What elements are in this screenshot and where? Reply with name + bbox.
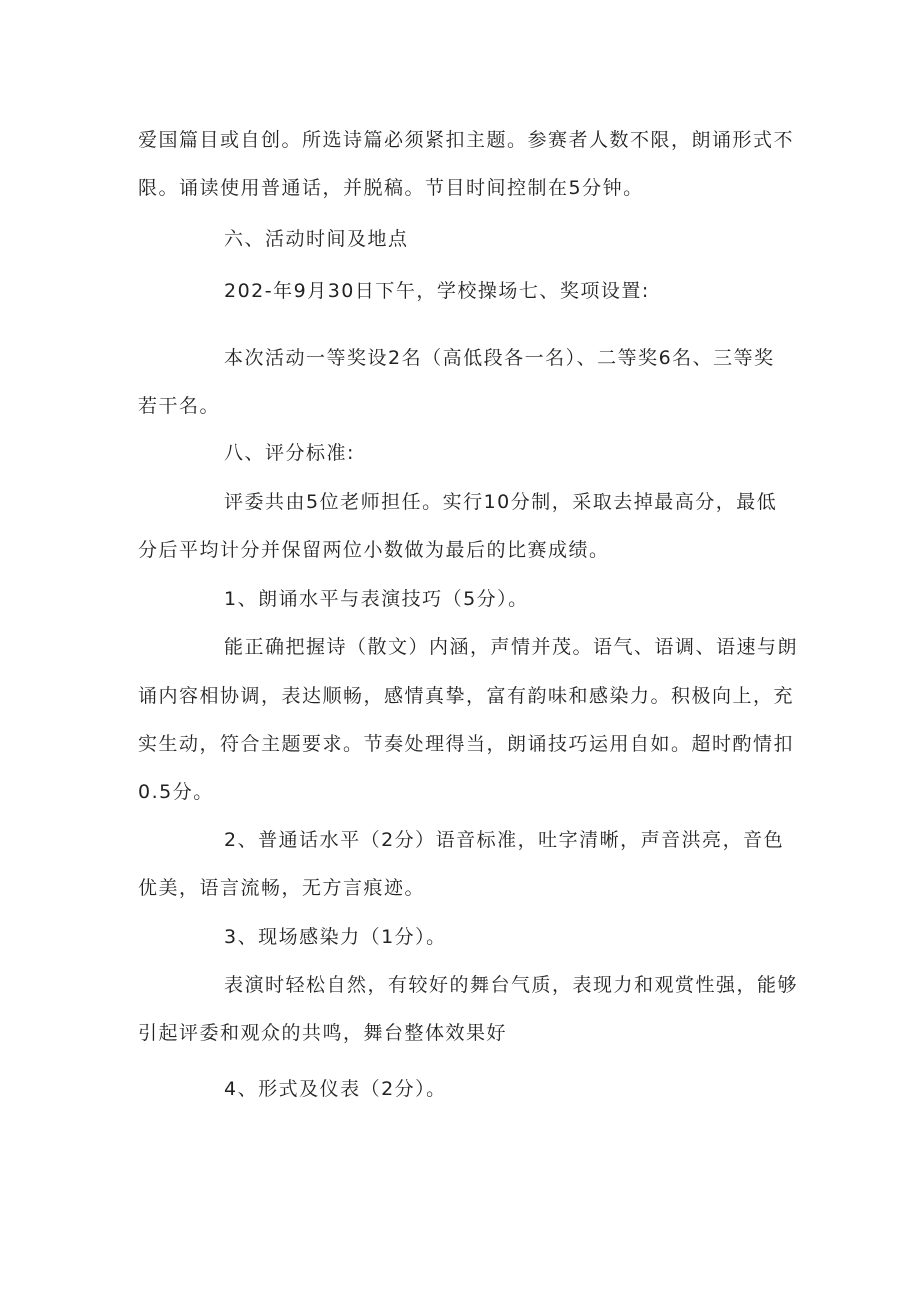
paragraph-line: 能正确把握诗（散文）内涵，声情并茂。语气、语调、语速与朗 xyxy=(224,636,799,658)
paragraph-line: 诵内容相协调，表达顺畅，感情真挚，富有韵味和感染力。积极向上，充 xyxy=(138,685,795,707)
paragraph-line: 202-年9月30日下午，学校操场七、奖项设置: xyxy=(224,280,650,302)
subsection-heading: 3、现场感染力（1分）。 xyxy=(224,926,447,948)
paragraph-line: 引起评委和观众的共鸣，舞台整体效果好 xyxy=(138,1022,508,1044)
subsection-heading: 4、形式及仪表（2分）。 xyxy=(224,1078,447,1100)
paragraph-line: 爱国篇目或自创。所选诗篇必须紧扣主题。参赛者人数不限，朗诵形式不 xyxy=(138,129,795,151)
paragraph-line: 本次活动一等奖设2名（高低段各一名）、二等奖6名、三等奖 xyxy=(224,347,775,369)
paragraph-line: 分后平均计分并保留两位小数做为最后的比赛成绩。 xyxy=(138,539,610,561)
section-heading: 八、评分标准: xyxy=(224,442,355,464)
paragraph-line: 评委共由5位老师担任。实行10分制，采取去掉最高分，最低 xyxy=(224,491,778,513)
paragraph-line: 2、普通话水平（2分）语音标准，吐字清晰，声音洪亮，音色 xyxy=(224,829,785,851)
paragraph-line: 表演时轻松自然，有较好的舞台气质，表现力和观赏性强，能够 xyxy=(224,974,799,996)
paragraph-line: 限。诵读使用普通话，并脱稿。节目时间控制在5分钟。 xyxy=(138,177,644,199)
section-heading: 六、活动时间及地点 xyxy=(224,228,409,250)
paragraph-line: 优美，语言流畅，无方言痕迹。 xyxy=(138,877,426,899)
subsection-heading: 1、朗诵水平与表演技巧（5分）。 xyxy=(224,588,529,610)
paragraph-line: 实生动，符合主题要求。节奏处理得当，朗诵技巧运用自如。超时酌情扣 xyxy=(138,733,795,755)
paragraph-line: 若干名。 xyxy=(138,395,221,417)
paragraph-line: 0.5分。 xyxy=(138,781,214,803)
